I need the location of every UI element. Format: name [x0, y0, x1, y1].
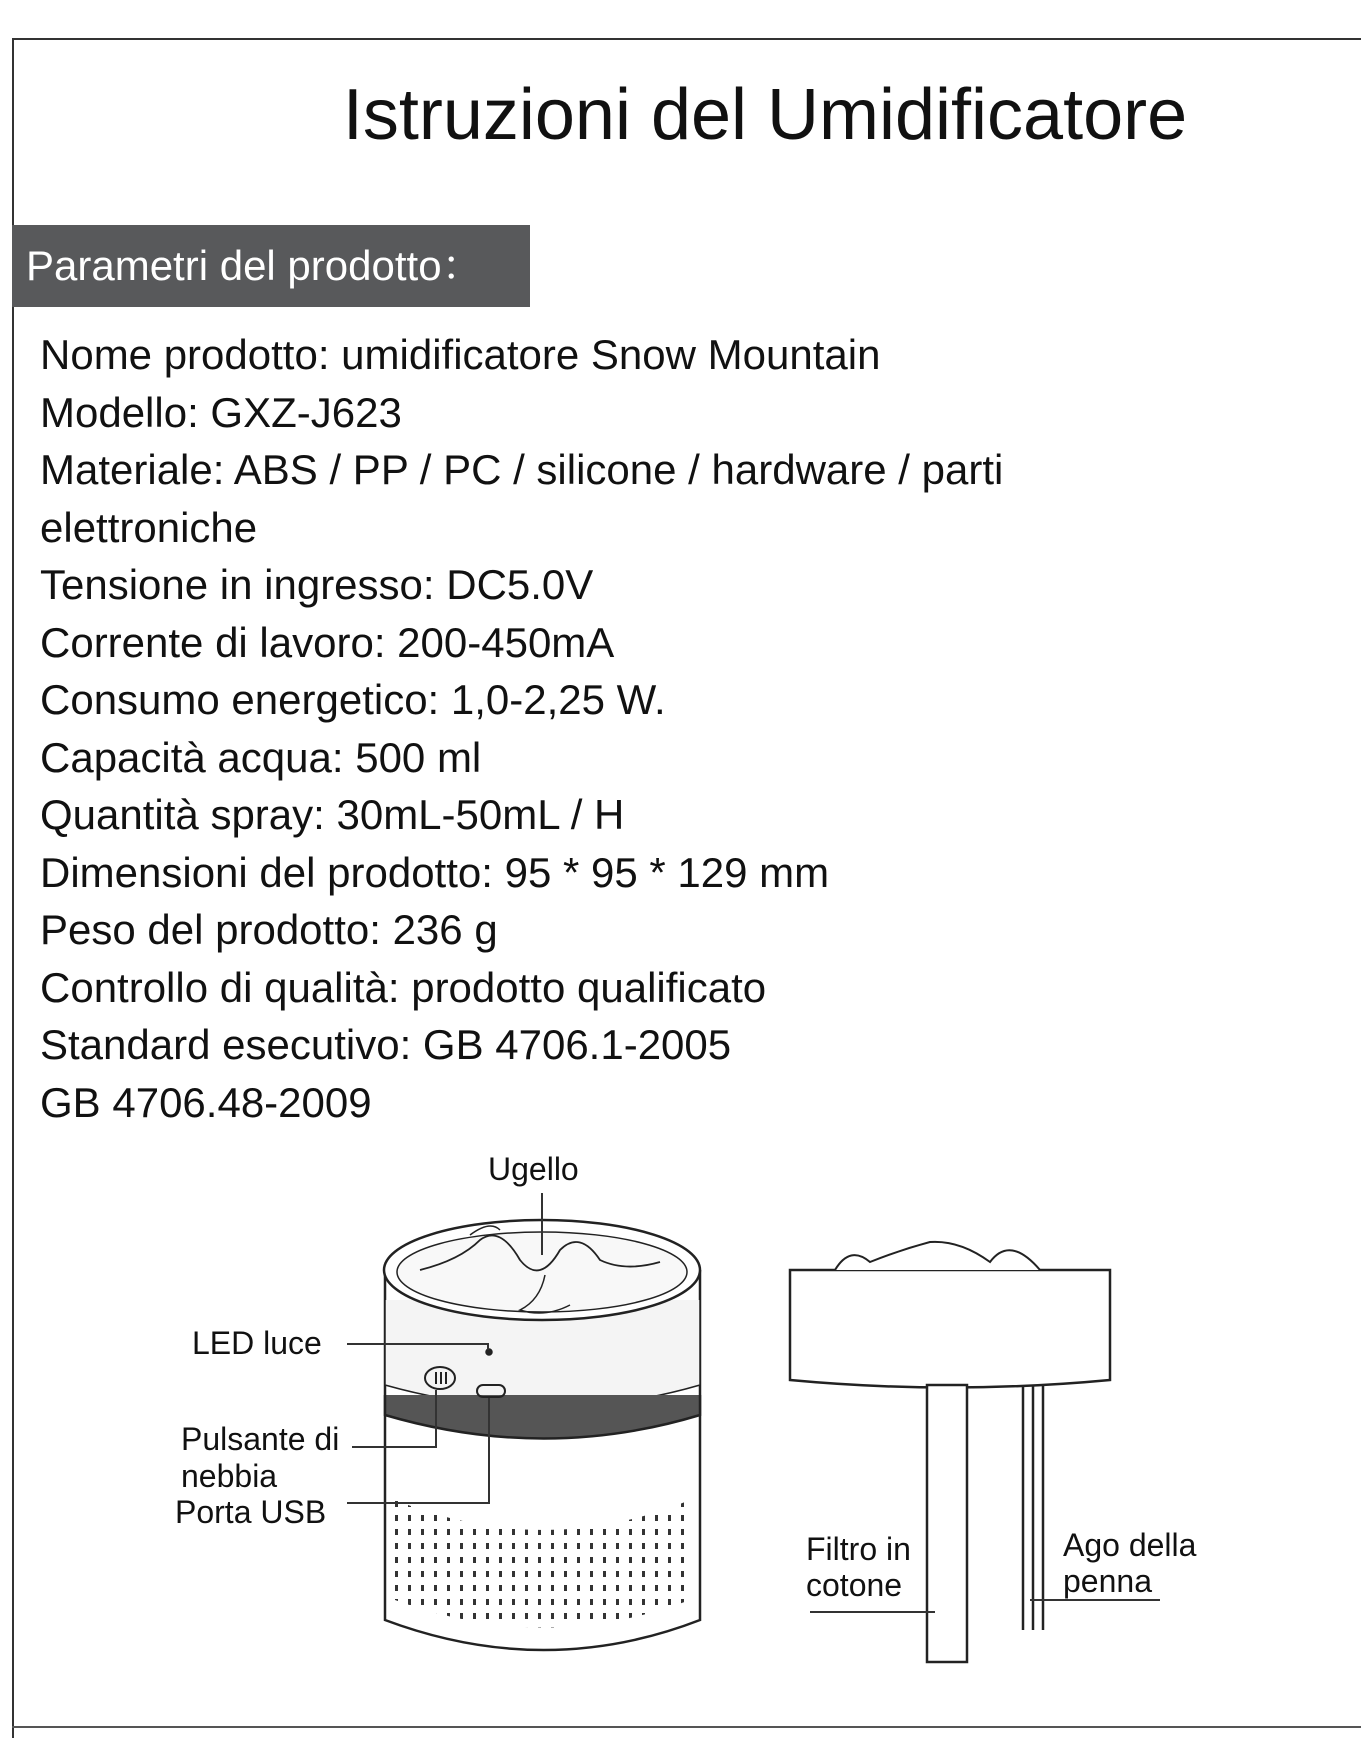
param-line: Modello: GXZ-J623: [40, 388, 402, 436]
label-cotton-filter-line2: cotone: [806, 1567, 903, 1603]
param-line: Peso del prodotto: 236 g: [40, 906, 498, 953]
label-needle-line1: Ago della: [1063, 1527, 1197, 1563]
param-line: Standard esecutivo: GB 4706.1-2005: [40, 1021, 732, 1068]
param-line: Consumo energetico: 1,0-2,25 W.: [40, 676, 666, 723]
humidifier-illustration: [384, 1220, 700, 1650]
label-nozzle: Ugello: [488, 1151, 579, 1187]
section-header-parameters: Parametri del prodotto：: [12, 225, 530, 307]
param-line: GB 4706.48-2009: [40, 1078, 372, 1126]
param-line: Materiale: ABS / PP / PC / silicone / hardware / parti: [40, 446, 1004, 493]
product-parameters-list: [40, 326, 1320, 1131]
param-line: Controllo di qualità: prodotto qualificato: [40, 963, 767, 1011]
param-line: Tensione in ingresso: DC5.0V: [40, 561, 594, 608]
param-line: elettroniche: [40, 503, 258, 551]
param-line: Dimensioni del prodotto: 95 * 95 * 129 mm: [40, 848, 830, 896]
frame-bottom-border: [12, 1726, 1361, 1728]
label-led-light: LED luce: [192, 1325, 322, 1361]
label-usb-port: Porta USB: [175, 1494, 327, 1530]
label-needle-line2: penna: [1063, 1563, 1152, 1599]
param-line: Corrente di lavoro: 200-450mA: [40, 618, 615, 666]
label-mist-button-line2: nebbia: [181, 1458, 278, 1494]
frame-top-border: [12, 38, 1361, 40]
page-title: Istruzioni del Umidificatore: [342, 75, 1188, 155]
label-mist-button-line1: Pulsante di: [181, 1421, 340, 1457]
param-line: Capacità acqua: 500 ml: [40, 733, 482, 781]
label-cotton-filter-line1: Filtro in: [806, 1531, 911, 1567]
humidifier-diagram: [0, 1140, 1361, 1700]
param-line: Quantità spray: 30mL-50mL / H: [40, 791, 625, 838]
param-line: Nome prodotto: umidificatore Snow Mountain: [40, 331, 881, 378]
